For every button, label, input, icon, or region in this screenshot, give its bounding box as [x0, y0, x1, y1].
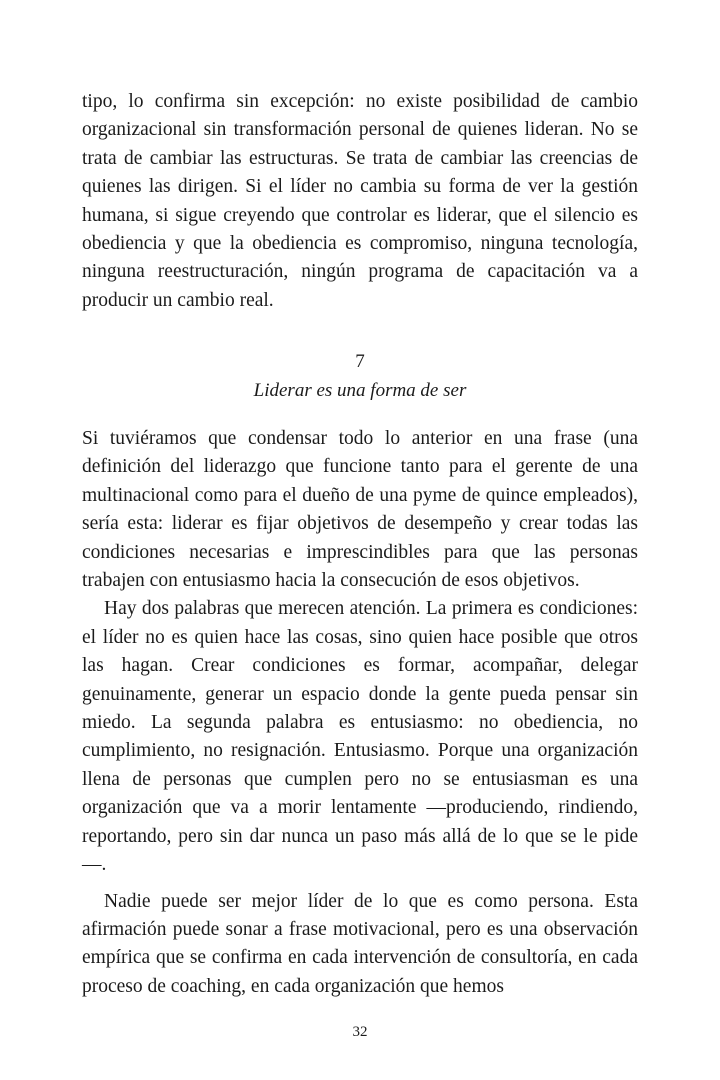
- section-title: Liderar es una forma de ser: [253, 380, 467, 401]
- paragraph-1: Si tuviéramos que condensar todo lo anterior en una frase (una definición del liderazgo que funcione tanto para el gerente de una multinacional como para el dueño de una pyme de quince empleados), sería esta: liderar es fijar objetivos de desempeño y crear todas las condiciones necesarias e imprescindibles para que las personas trabajen con entusiasmo hacia la consecución de esos objetivos.: [82, 428, 638, 592]
- text-block-section: [82, 425, 638, 1001]
- paragraph-continued: tipo, lo confirma sin excepción: no existe posibilidad de cambio organizacional sin transformación personal de quienes lideran. No se trata de cambiar las estructuras. Se trata de cambiar las creencias de quienes las dirigen. Si el líder no cambia su forma de ver la gestión humana, si sigue creyendo que controlar es liderar, que el silencio es obediencia y que la obediencia es compromiso, ninguna tecnología, ninguna reestructuración, ningún programa de capacitación va a producir un cambio real.: [82, 91, 638, 311]
- paragraph-3: Nadie puede ser mejor líder de lo que es como persona. Esta afirmación puede sonar a frase motivacional, pero es una observación empírica que se confirma en cada intervención de consultoría, en cada proceso de coaching, en cada organización que hemos: [82, 890, 638, 997]
- paragraph-2: Hay dos palabras que merecen atención. La primera es condiciones: el líder no es quien hace las cosas, sino quien hace posible que otros las hagan. Crear condiciones es formar, acompañar, delegar genuinamente, generar un espacio donde la gente pueda pensar sin miedo. La segunda palabra es entusiasmo: no obediencia, no cumplimiento, no resignación. Entusiasmo. Porque una organización llena de personas que cumplen pero no se entusiasman es una organización que va a morir lentamente —produciendo, rindiendo, reportando, pero sin dar nunca un paso más allá de lo que se le pide —.: [82, 598, 638, 876]
- text-block-top: [82, 88, 638, 315]
- section-number: 7: [355, 351, 365, 372]
- page-number: 32: [352, 1024, 368, 1040]
